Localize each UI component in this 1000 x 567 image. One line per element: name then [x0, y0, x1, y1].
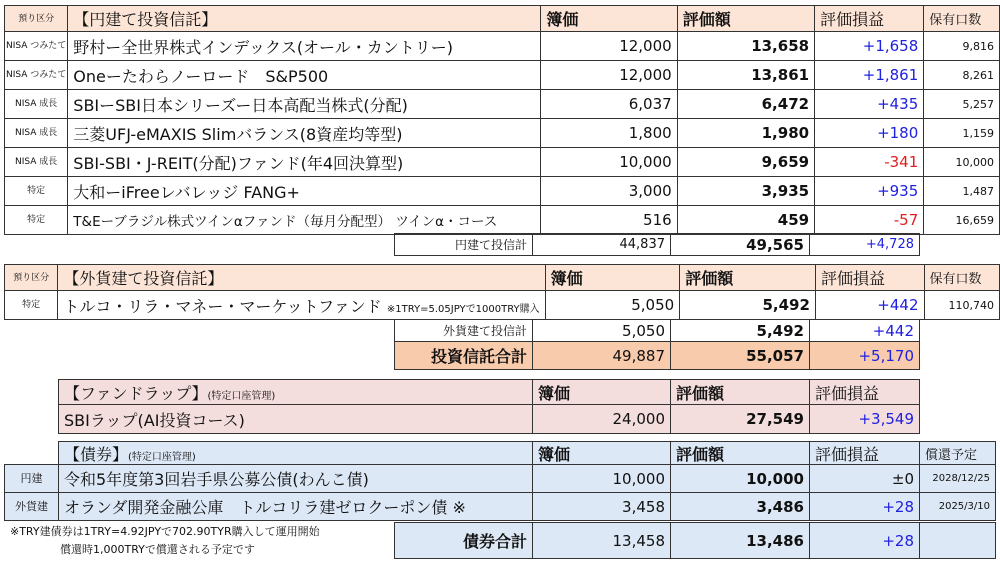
gain-value: +180 — [815, 119, 924, 148]
eval-value: 3,935 — [677, 177, 814, 206]
value-header: 評価額 — [680, 265, 816, 291]
subtotal-row — [395, 234, 920, 256]
table-row — [5, 291, 1000, 320]
units-value: 5,257 — [924, 90, 1000, 119]
units-value: 10,000 — [924, 148, 1000, 177]
gain-value: +935 — [815, 177, 924, 206]
fund-name: 野村ー全世界株式インデックス(オール・カントリー) — [68, 32, 541, 61]
bond-name: オランダ開発金融公庫 トルコリラ建ゼロクーポン債 ※ — [59, 493, 533, 521]
value-header: 評価額 — [677, 6, 814, 32]
cost-value: 5,050 — [545, 291, 680, 320]
footnote-1: ※TRY建債券は1TRY=4.92JPYで702.90TYR購入して運用開始 — [10, 525, 320, 538]
table-row — [59, 405, 920, 434]
section-title: 【円建て投資信託】 — [68, 6, 541, 32]
units-value: 9,816 — [924, 32, 1000, 61]
fund-name: T&Eーブラジル株式ツインαファンド（毎月分配型） ツインα・コース — [68, 206, 541, 235]
fund-name: SBI-SBI・J-REIT(分配)ファンド(年4回決算型) — [68, 148, 541, 177]
subtotal-cost: 5,050 — [533, 320, 671, 342]
acct-header: 預り区分 — [5, 265, 58, 291]
cost-header: 簿価 — [545, 265, 680, 291]
fund-name: Oneーたわらノーロード S&P500 — [68, 61, 541, 90]
table-row — [5, 32, 1000, 61]
total-cost: 13,458 — [533, 523, 671, 559]
acct-type: NISA つみたて — [5, 61, 68, 90]
eval-value: 459 — [677, 206, 814, 235]
acct-type: 特定 — [5, 291, 58, 320]
gain-value: +442 — [815, 291, 924, 320]
gain-value: -57 — [815, 206, 924, 235]
section-title: 【外貨建て投資信託】 — [58, 265, 545, 291]
eval-value: 13,861 — [677, 61, 814, 90]
wrap-header-row — [59, 380, 920, 405]
fund-name: SBIラップ(AI投資コース) — [59, 405, 533, 434]
cost-value: 516 — [541, 206, 677, 235]
subtotal-label: 外貨建て投信計 — [395, 320, 533, 342]
cost-value: 12,000 — [541, 61, 677, 90]
acct-header: 預り区分 — [5, 6, 68, 32]
acct-type: NISA 成長 — [5, 119, 68, 148]
table-row — [5, 90, 1000, 119]
units-value: 16,659 — [924, 206, 1000, 235]
acct-type: 外貨建 — [5, 493, 59, 521]
maturity-date: 2028/12/25 — [920, 465, 996, 493]
table-row — [5, 148, 1000, 177]
gain-header: 評価損益 — [815, 265, 924, 291]
fx-subtotal-table — [394, 319, 920, 370]
subtotal-cost: 44,837 — [533, 234, 671, 256]
eval-value: 3,486 — [671, 493, 810, 521]
acct-type: 円建 — [5, 465, 59, 493]
bond-total-table — [394, 522, 996, 559]
gain-value: ±0 — [810, 465, 920, 493]
yen-subtotal-table — [394, 233, 920, 256]
eval-value: 1,980 — [677, 119, 814, 148]
bond-table — [4, 464, 996, 521]
total-value: 55,057 — [671, 342, 810, 370]
units-value: 8,261 — [924, 61, 1000, 90]
units-header: 保有口数 — [924, 6, 1000, 32]
value-header: 評価額 — [671, 442, 810, 466]
section-note: (特定口座管理) — [128, 452, 196, 463]
cost-value: 10,000 — [541, 148, 677, 177]
section-title-cell — [59, 442, 533, 466]
gain-header: 評価損益 — [810, 380, 920, 405]
fund-name: SBIーSBI日本シリーズー日本高配当株式(分配) — [68, 90, 541, 119]
fund-wrap-table — [58, 379, 920, 434]
footnote-2: 償還時1,000TRYで償還される予定です — [60, 543, 255, 556]
eval-value: 6,472 — [677, 90, 814, 119]
total-row — [395, 523, 996, 559]
total-label: 投資信託合計 — [395, 342, 533, 370]
table-row — [5, 177, 1000, 206]
yen-fund-table — [4, 5, 1000, 235]
fund-name: 大和ーiFreeレバレッジ FANG+ — [68, 177, 541, 206]
cost-value: 6,037 — [541, 90, 677, 119]
gain-value: +1,658 — [815, 32, 924, 61]
section-note: (特定口座管理) — [207, 390, 276, 402]
units-header: 保有口数 — [924, 265, 1000, 291]
total-cost: 49,887 — [533, 342, 671, 370]
eval-value: 13,658 — [677, 32, 814, 61]
acct-type: NISA 成長 — [5, 90, 68, 119]
gain-value: -341 — [815, 148, 924, 177]
subtotal-label: 円建て投信計 — [395, 234, 533, 256]
table-row — [5, 61, 1000, 90]
section-title-cell — [59, 380, 533, 405]
table-row — [5, 493, 996, 521]
acct-type: 特定 — [5, 206, 68, 235]
total-gain: +28 — [810, 523, 920, 559]
eval-value: 10,000 — [671, 465, 810, 493]
fx-header-row — [5, 265, 1000, 291]
units-value: 1,487 — [924, 177, 1000, 206]
acct-type: NISA 成長 — [5, 148, 68, 177]
eval-value: 9,659 — [677, 148, 814, 177]
section-title: 【債券】 — [64, 445, 129, 464]
subtotal-value: 49,565 — [671, 234, 810, 256]
gain-value: +3,549 — [810, 405, 920, 434]
total-value: 13,486 — [671, 523, 810, 559]
yen-header-row — [5, 6, 1000, 32]
cost-value: 1,800 — [541, 119, 677, 148]
cost-value: 3,458 — [533, 493, 671, 521]
value-header: 評価額 — [671, 380, 810, 405]
maturity-header: 償還予定 — [920, 442, 996, 466]
subtotal-row — [395, 320, 920, 342]
total-gain: +5,170 — [810, 342, 920, 370]
gain-value: +1,861 — [815, 61, 924, 90]
total-empty-cell — [920, 523, 996, 559]
purchase-note: ※1TRY=5.05JPYで1000TRY購入 — [386, 303, 540, 315]
table-row — [5, 465, 996, 493]
subtotal-gain: +442 — [810, 320, 920, 342]
units-value: 1,159 — [924, 119, 1000, 148]
gain-value: +435 — [815, 90, 924, 119]
cost-header: 簿価 — [533, 380, 671, 405]
gain-header: 評価損益 — [815, 6, 924, 32]
fund-name: 三菱UFJ-eMAXIS Slimバランス(8資産均等型) — [68, 119, 541, 148]
bond-header-row — [59, 442, 996, 466]
subtotal-gain: +4,728 — [810, 234, 920, 256]
eval-value: 5,492 — [680, 291, 816, 320]
subtotal-value: 5,492 — [671, 320, 810, 342]
total-label: 債券合計 — [395, 523, 533, 559]
fund-name-cell — [58, 291, 545, 320]
bond-header-table — [58, 441, 996, 466]
cost-value: 12,000 — [541, 32, 677, 61]
maturity-date: 2025/3/10 — [920, 493, 996, 521]
acct-type: 特定 — [5, 177, 68, 206]
eval-value: 27,549 — [671, 405, 810, 434]
section-title: 【ファンドラップ】 — [64, 383, 208, 403]
fund-name: トルコ・リラ・マネー・マーケットファンド — [63, 296, 382, 316]
total-row — [395, 342, 920, 370]
cost-header: 簿価 — [533, 442, 671, 466]
table-row — [5, 119, 1000, 148]
cost-value: 10,000 — [533, 465, 671, 493]
cost-header: 簿価 — [541, 6, 677, 32]
gain-value: +28 — [810, 493, 920, 521]
table-row — [5, 206, 1000, 235]
bond-name: 令和5年度第3回岩手県公募公債(わんこ債) — [59, 465, 533, 493]
cost-value: 24,000 — [533, 405, 671, 434]
fx-fund-table — [4, 264, 1000, 320]
acct-type: NISA つみたて — [5, 32, 68, 61]
units-value: 110,740 — [924, 291, 1000, 320]
cost-value: 3,000 — [541, 177, 677, 206]
gain-header: 評価損益 — [810, 442, 920, 466]
